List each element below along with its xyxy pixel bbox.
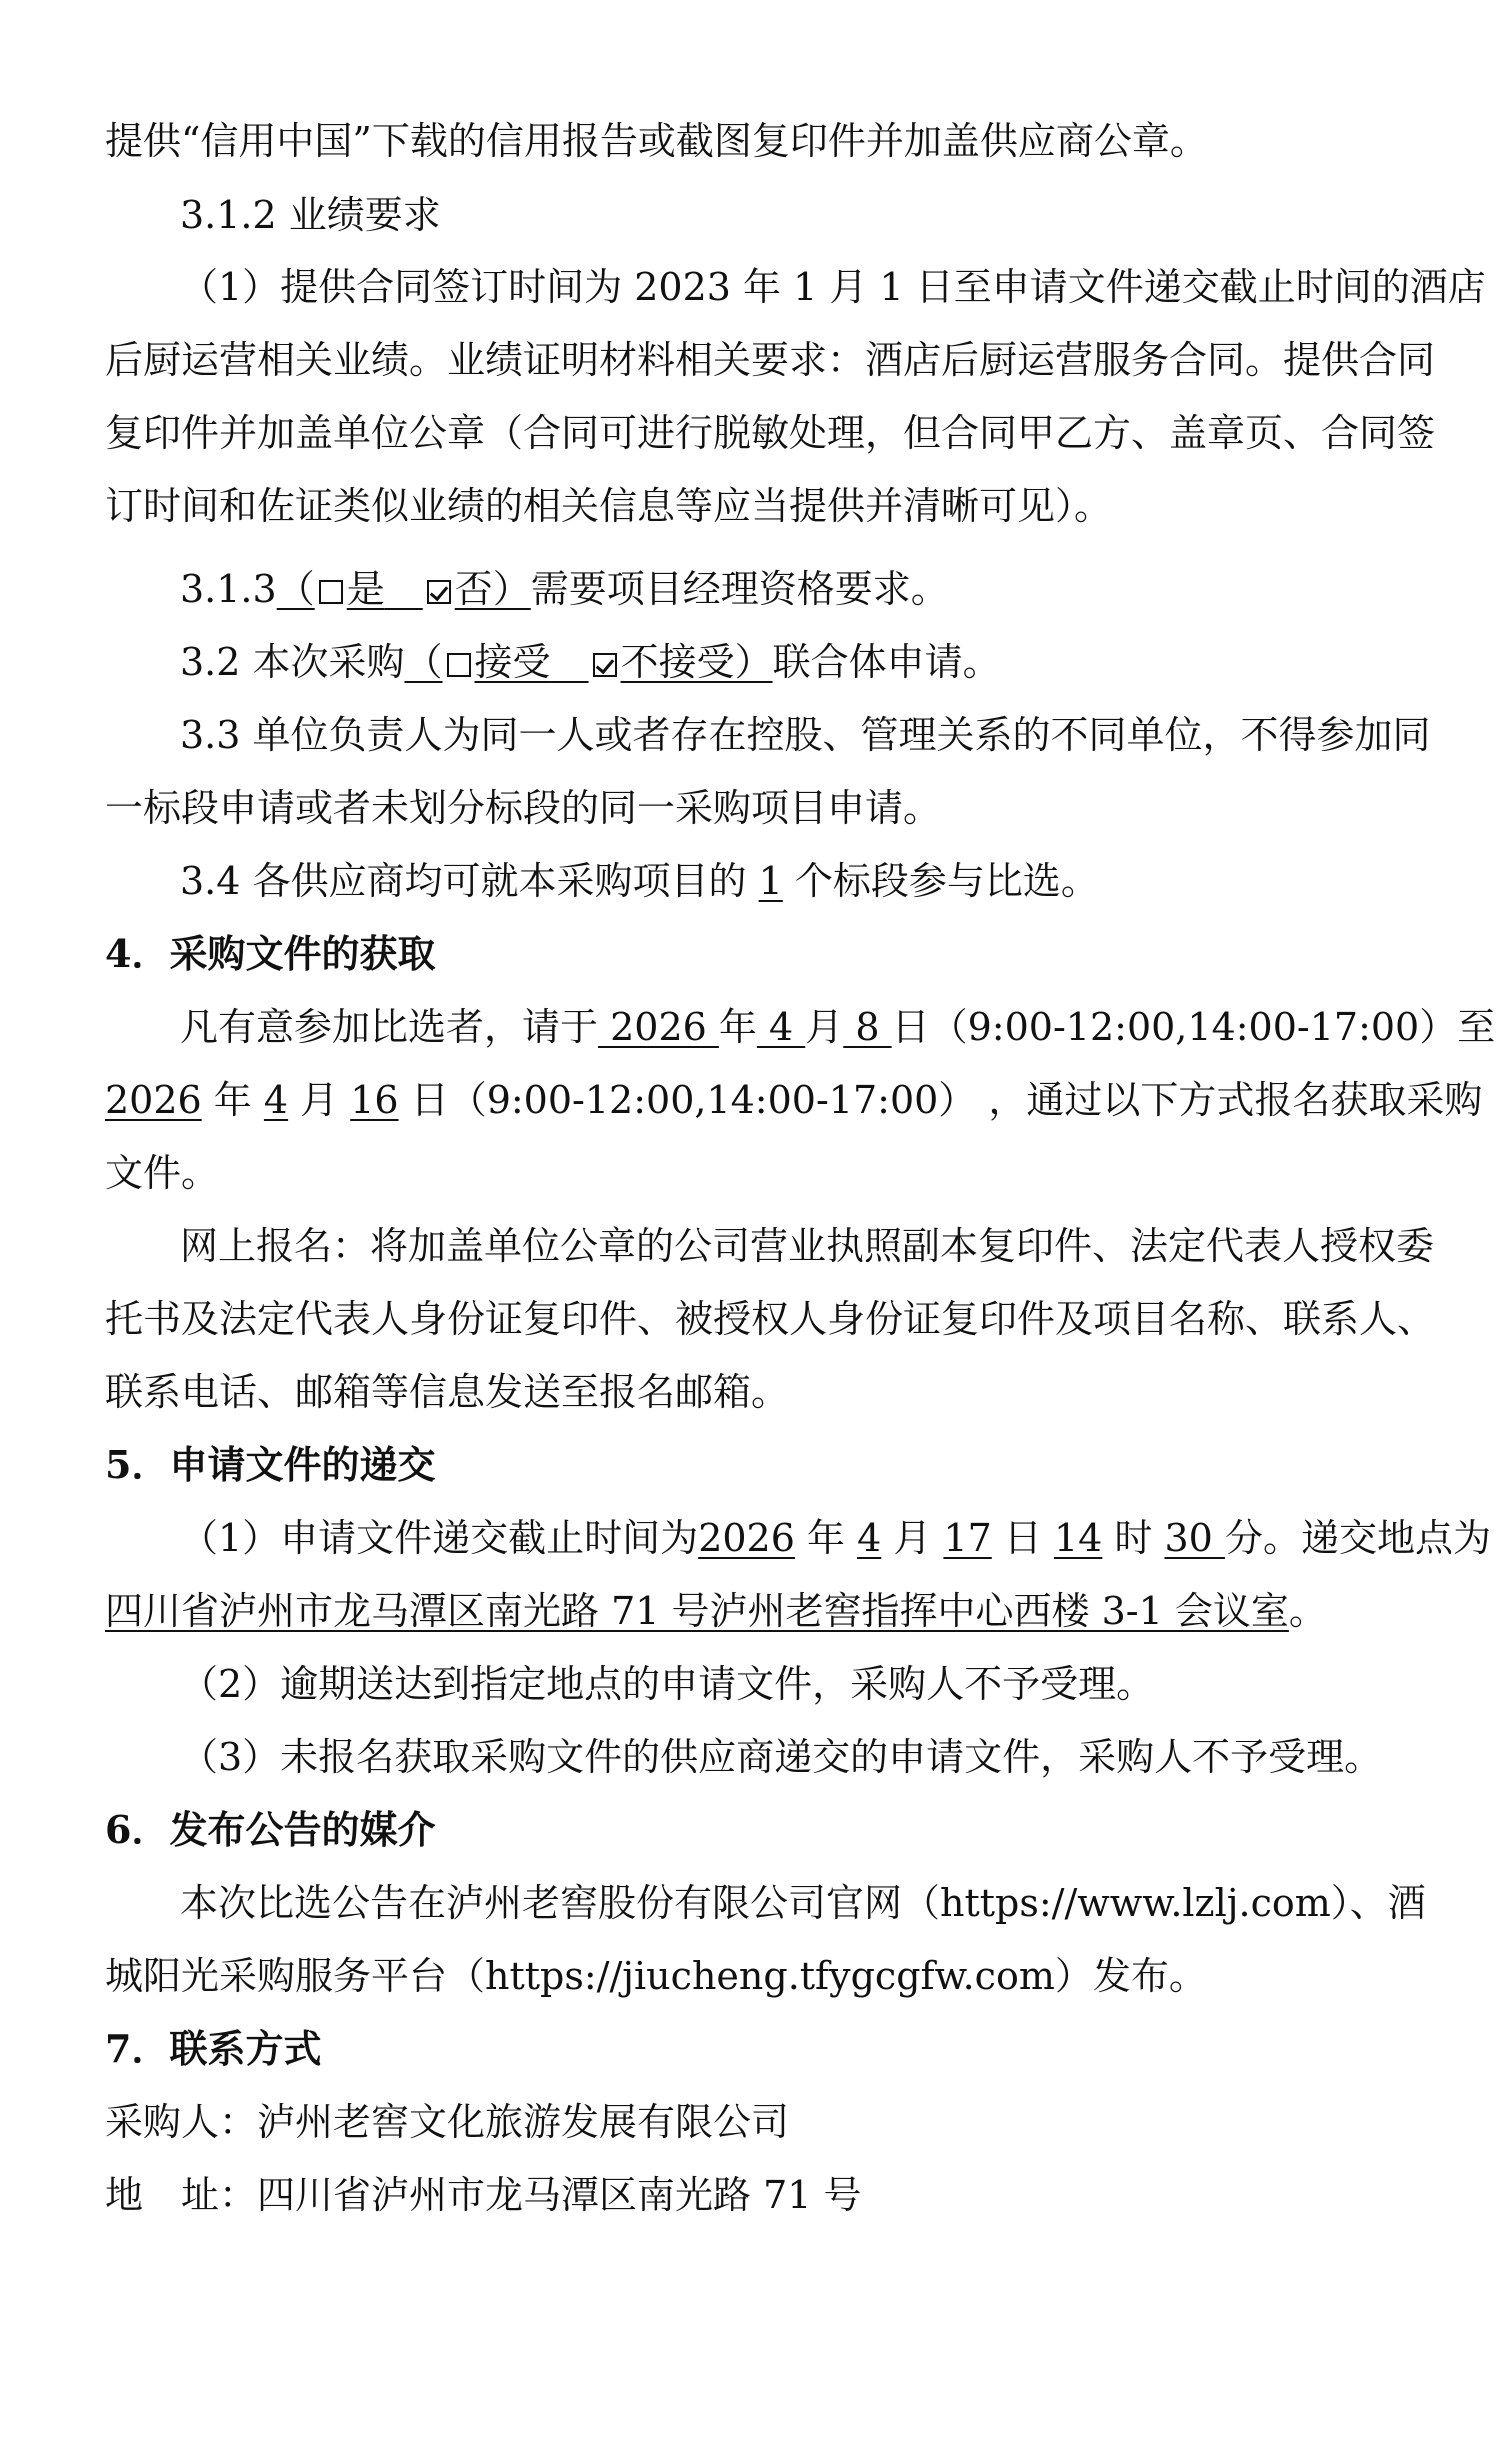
paragraph-line: 3.4 各供应商均可就本采购项目的 1 个标段参与比选。 <box>180 859 1099 903</box>
paragraph-line: 3.3 单位负责人为同一人或者存在控股、管理关系的不同单位，不得参加同 <box>180 713 1431 757</box>
paragraph-line: 城阳光采购服务平台（https://jiucheng.tfygcgfw.com）发布。 <box>105 1954 1207 1998</box>
section-heading-4: 4．采购文件的获取 <box>105 931 436 976</box>
paragraph-line: 后厨运营相关业绩。业绩证明材料相关要求：酒店后厨运营服务合同。提供合同 <box>105 338 1436 382</box>
option-suffix: 联合体申请。 <box>772 640 1001 684</box>
paragraph-line: 提供“信用中国”下载的信用报告或截图复印件并加盖供应商公章。 <box>105 119 1208 163</box>
unchecked-box-icon[interactable] <box>447 653 471 677</box>
clause-prefix: 3.2 本次采购 <box>180 640 405 684</box>
clause-number: 3.1.3 <box>180 567 277 611</box>
paragraph-line: （1）申请文件递交截止时间为2026 年 4 月 17 日 14 时 30 分。递交地点为 <box>180 1516 1491 1560</box>
paragraph-line: 联系电话、邮箱等信息发送至报名邮箱。 <box>105 1370 790 1414</box>
section-heading-5: 5．申请文件的递交 <box>105 1442 436 1487</box>
option-group: （ 接受 不接受） <box>404 640 773 684</box>
paragraph-line: 凡有意参加比选者，请于 2026 年 4 月 8 日（9:00-12:00,14:00-17:00）至 <box>180 1005 1496 1049</box>
paragraph-line: 订时间和佐证类似业绩的相关信息等应当提供并清晰可见）。 <box>105 484 1113 528</box>
paragraph-line: （1）提供合同签订时间为 2023 年 1 月 1 日至申请文件递交截止时间的酒店 <box>180 265 1486 309</box>
paragraph-line: 2026 年 4 月 16 日（9:00-12:00,14:00-17:00） ，通过以下方式报名获取采购 <box>105 1078 1483 1122</box>
option-line-3-2 <box>180 637 1400 687</box>
section-heading-7: 7．联系方式 <box>105 2026 322 2071</box>
paragraph-line: 一标段申请或者未划分标段的同一采购项目申请。 <box>105 786 942 830</box>
paragraph-line: 文件。 <box>105 1151 220 1195</box>
paragraph-line: 网上报名：将加盖单位公章的公司营业执照副本复印件、法定代表人授权委 <box>180 1224 1435 1268</box>
paragraph-line: （2）逾期送达到指定地点的申请文件，采购人不予受理。 <box>180 1662 1155 1706</box>
option-suffix: 需要项目经理资格要求。 <box>530 567 949 611</box>
paragraph-line: （3）未报名获取采购文件的供应商递交的申请文件，采购人不予受理。 <box>180 1735 1383 1779</box>
section-heading-6: 6．发布公告的媒介 <box>105 1807 436 1852</box>
paragraph-line: 四川省泸州市龙马潭区南光路 71 号泸州老窖指挥中心西楼 3-1 会议室。 <box>105 1589 1327 1633</box>
section-heading-3-1-2: 3.1.2 业绩要求 <box>180 193 441 237</box>
paragraph-line: 复印件并加盖单位公章（合同可进行脱敏处理，但合同甲乙方、盖章页、合同签 <box>105 411 1436 455</box>
contact-purchaser: 采购人：泸州老窖文化旅游发展有限公司 <box>105 2100 790 2144</box>
contact-address: 地 址：四川省泸州市龙马潭区南光路 71 号 <box>105 2173 862 2217</box>
checked-box-icon[interactable] <box>427 580 451 604</box>
paragraph-line: 托书及法定代表人身份证复印件、被授权人身份证复印件及项目名称、联系人、 <box>105 1297 1436 1341</box>
checked-box-icon[interactable] <box>593 653 617 677</box>
unchecked-box-icon[interactable] <box>319 580 343 604</box>
option-group: （ 是 否） <box>276 567 531 611</box>
paragraph-line: 本次比选公告在泸州老窖股份有限公司官网（https://www.lzlj.com）、酒 <box>180 1881 1426 1925</box>
submission-location: 四川省泸州市龙马潭区南光路 71 号泸州老窖指挥中心西楼 3-1 会议室 <box>105 1589 1289 1633</box>
option-line-3-1-3 <box>180 564 1400 614</box>
lot-count: 1 <box>758 859 783 903</box>
